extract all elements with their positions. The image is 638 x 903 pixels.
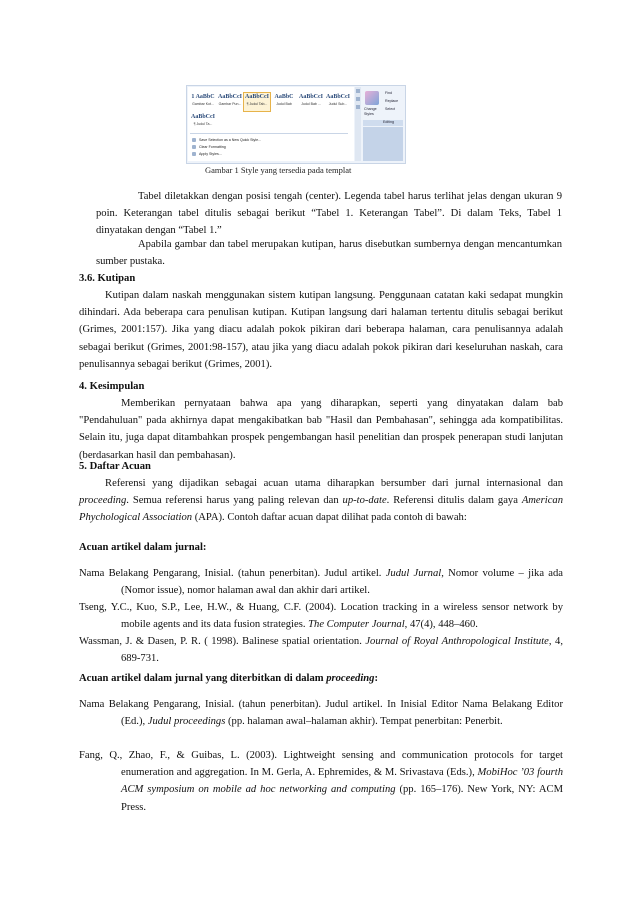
replace-label: Replace [385,99,399,103]
style-swatch [271,93,297,111]
heading-kesimpulan: 4. Kesimpulan [79,381,145,392]
paragraph-daftar-acuan [79,475,563,527]
editing-group-bar [363,120,403,126]
gallery-menu [192,136,261,157]
italic-run: The Computer Journal [308,619,405,631]
text-run: , 4, 689-731. [121,636,563,665]
italic-run: proceeding [326,673,375,684]
paragraph-kesimpulan: Memberikan pernyataan bahwa apa yang diharapkan, seperti yang dinyatakan dalam bab "Pendahuluan" pada akhirnya dapat mengakibatkan bab "Hasil dan Pembahasan", sehingga ada kompatibilitas. Selain itu, juga dapat ditambahkan prospek pengembangan hasil penelitian dan prospek penerapan studi lanjutan (berdasarkan hasil dan pembahasan). [79,398,563,461]
style-swatch-selected [244,93,270,111]
paragraph-kutipan: Kutipan dalam naskah menggunakan sistem kutipan langsung. Penggunaan catatan kaki sedapat mungkin dihindari. Ada beberapa cara penulisan kutipan. Kutipan langsung dari halaman tertentu ditulis sebagai berikut (Grimes, 2001:157). Jika yang diacu adalah pokok pikiran dari beberapa halaman, cara penulisannya adalah sebagai berikut (Grimes, 2001:98-157), atau jika yang diacu adalah pokok pikiran dari keseluruhan naskah, cara penulisannya sebagai berikut (Grimes, 2001). [79,290,563,370]
select-label: Select [385,107,395,111]
text-run: Nama Belakang Pengarang, Inisial. (tahun penerbitan). Judul artikel. [79,568,386,579]
style-swatch [190,113,216,131]
menu-item-apply-styles [192,150,261,157]
style-swatch [325,93,351,111]
italic-run: Journal of Royal Anthropological Institute [365,636,549,647]
style-sample: 1 AaBbC [191,94,215,100]
gallery-row-1 [190,93,352,111]
style-swatch [190,93,216,111]
editing-label: Editing [383,120,394,124]
text-run: . Semua referensi harus yang paling relevan dan [126,495,343,507]
style-swatch [217,93,243,111]
apply-styles-icon [192,152,196,156]
style-name: Gambar Kot... [192,102,214,106]
find-label: Find [385,91,392,95]
text-run: , Nomor volume – jika ada (Nomor issue), nomor halaman awal dan akhir dari artikel. [121,568,564,597]
text-run: , 47(4), 448–460. [404,619,478,631]
italic-run: Judul proceedings [147,716,226,728]
italic-run: American Phychological Association [79,495,563,524]
heading-daftar-acuan: 5. Daftar Acuan [79,461,151,472]
gallery-row-2 [190,113,217,131]
gallery-divider [190,133,348,134]
scroll-up-icon [356,89,360,93]
style-name: Judul Sub... [328,102,348,106]
ribbon-editing-group [363,87,403,161]
style-name: Judul Bab [276,102,292,106]
style-name: ¶ Judul Ta... [193,122,213,126]
menu-item-label: Save Selection as a New Quick Style... [199,137,262,142]
reference-entry [79,633,563,667]
text-run: Fang, Q., Zhao, F., & Guibas, L. (2003). Lightweight sensing and communication protocols for target enumeration and aggregation. In M. Gerla, A. Ephremides, & M. Srivastava (Eds.), [79,750,563,779]
italic-run: MobiHoc ’03 fourth ACM symposium on mobile ad hoc networking and computing [121,767,563,796]
text-run: Acuan artikel dalam jurnal yang diterbitkan di dalam [79,673,327,684]
style-sample: AaBbCcI [325,94,350,100]
clear-formatting-icon [192,145,196,149]
reference-entry [79,565,563,599]
heading-acuan-jurnal: Acuan artikel dalam jurnal: [79,542,207,553]
style-sample: AaBbCcI [190,114,215,120]
more-icon [356,105,360,109]
heading-kutipan: 3.6. Kutipan [79,273,136,284]
ribbon-background [363,127,403,161]
text-run: (pp. 165–176). New York, NY: ACM Press. [121,784,563,813]
style-name: ¶ Judul Tab... [246,102,268,106]
style-sample: AaBbC [274,94,294,100]
style-sample: AaBbCcI [244,94,269,100]
quick-styles-gallery [188,87,354,161]
save-style-icon [192,138,196,142]
change-styles-label: Change Styles [364,107,377,116]
style-name: Judul Bab ... [301,102,321,106]
gallery-scrollbar [355,87,361,161]
styles-gallery-figure [186,85,406,164]
style-name: Gambar Pun... [218,102,242,106]
menu-item-save-style [192,136,261,143]
text-run: Tseng, Y.C., Kuo, S.P., Lee, H.W., & Huang, C.F. (2004). Location tracking in a wireless sensor network by mobile agents and its data fusion strategies. [79,602,563,631]
heading-acuan-proceeding [79,670,378,687]
text-run: (APA). Contoh daftar acuan dapat dilihat pada contoh di bawah: [192,512,467,524]
text-run: : [374,673,379,684]
text-run: Referensi yang dijadikan sebagai acuan utama diharapkan bersumber dari jurnal internasional dan [105,478,563,489]
scroll-down-icon [356,97,360,101]
italic-run: proceeding [79,495,127,507]
style-swatch [298,93,324,111]
reference-entry [79,696,563,730]
reference-entry [79,747,563,816]
reference-entry [79,599,563,633]
menu-item-label: Apply Styles... [199,151,222,156]
figure-caption: Gambar 1 Style yang tersedia pada templat [205,165,352,175]
change-styles-icon [365,91,379,105]
menu-item-label: Clear Formatting [199,144,226,149]
text-run: (pp. halaman awal–halaman akhir). Tempat penerbitan: Penerbit. [225,716,503,728]
text-run: Nama Belakang Pengarang, Inisial. (tahun penerbitan). Judul artikel. In Inisial Editor Nama Belakang Editor (Ed.), [79,699,563,728]
style-sample: AaBbCcI [217,94,242,100]
text-run: Wassman, J. & Dasen, P. R. ( 1998). Balinese spatial orientation. [79,636,366,647]
italic-run: up-to-date [342,495,387,507]
text-run: . Referensi ditulis dalam gaya [386,495,522,507]
paragraph-tabel: Tabel diletakkan dengan posisi tengah (center). Legenda tabel harus terlihat jelas dengan ukuran 9 poin. Keterangan tabel ditulis sebagai berikut “Tabel 1. Keterangan Tabel”. Di dalam Teks, Tabel 1 dinyatakan dengan “Tabel 1.” [96,191,562,237]
style-sample: AaBbCcI [298,94,323,100]
italic-run: Judul Jurnal [385,568,442,579]
menu-item-clear-formatting [192,143,261,150]
paragraph-kutipan-gambar: Apabila gambar dan tabel merupakan kutipan, harus disebutkan sumbernya dengan mencantumkan sumber pustaka. [96,239,562,268]
